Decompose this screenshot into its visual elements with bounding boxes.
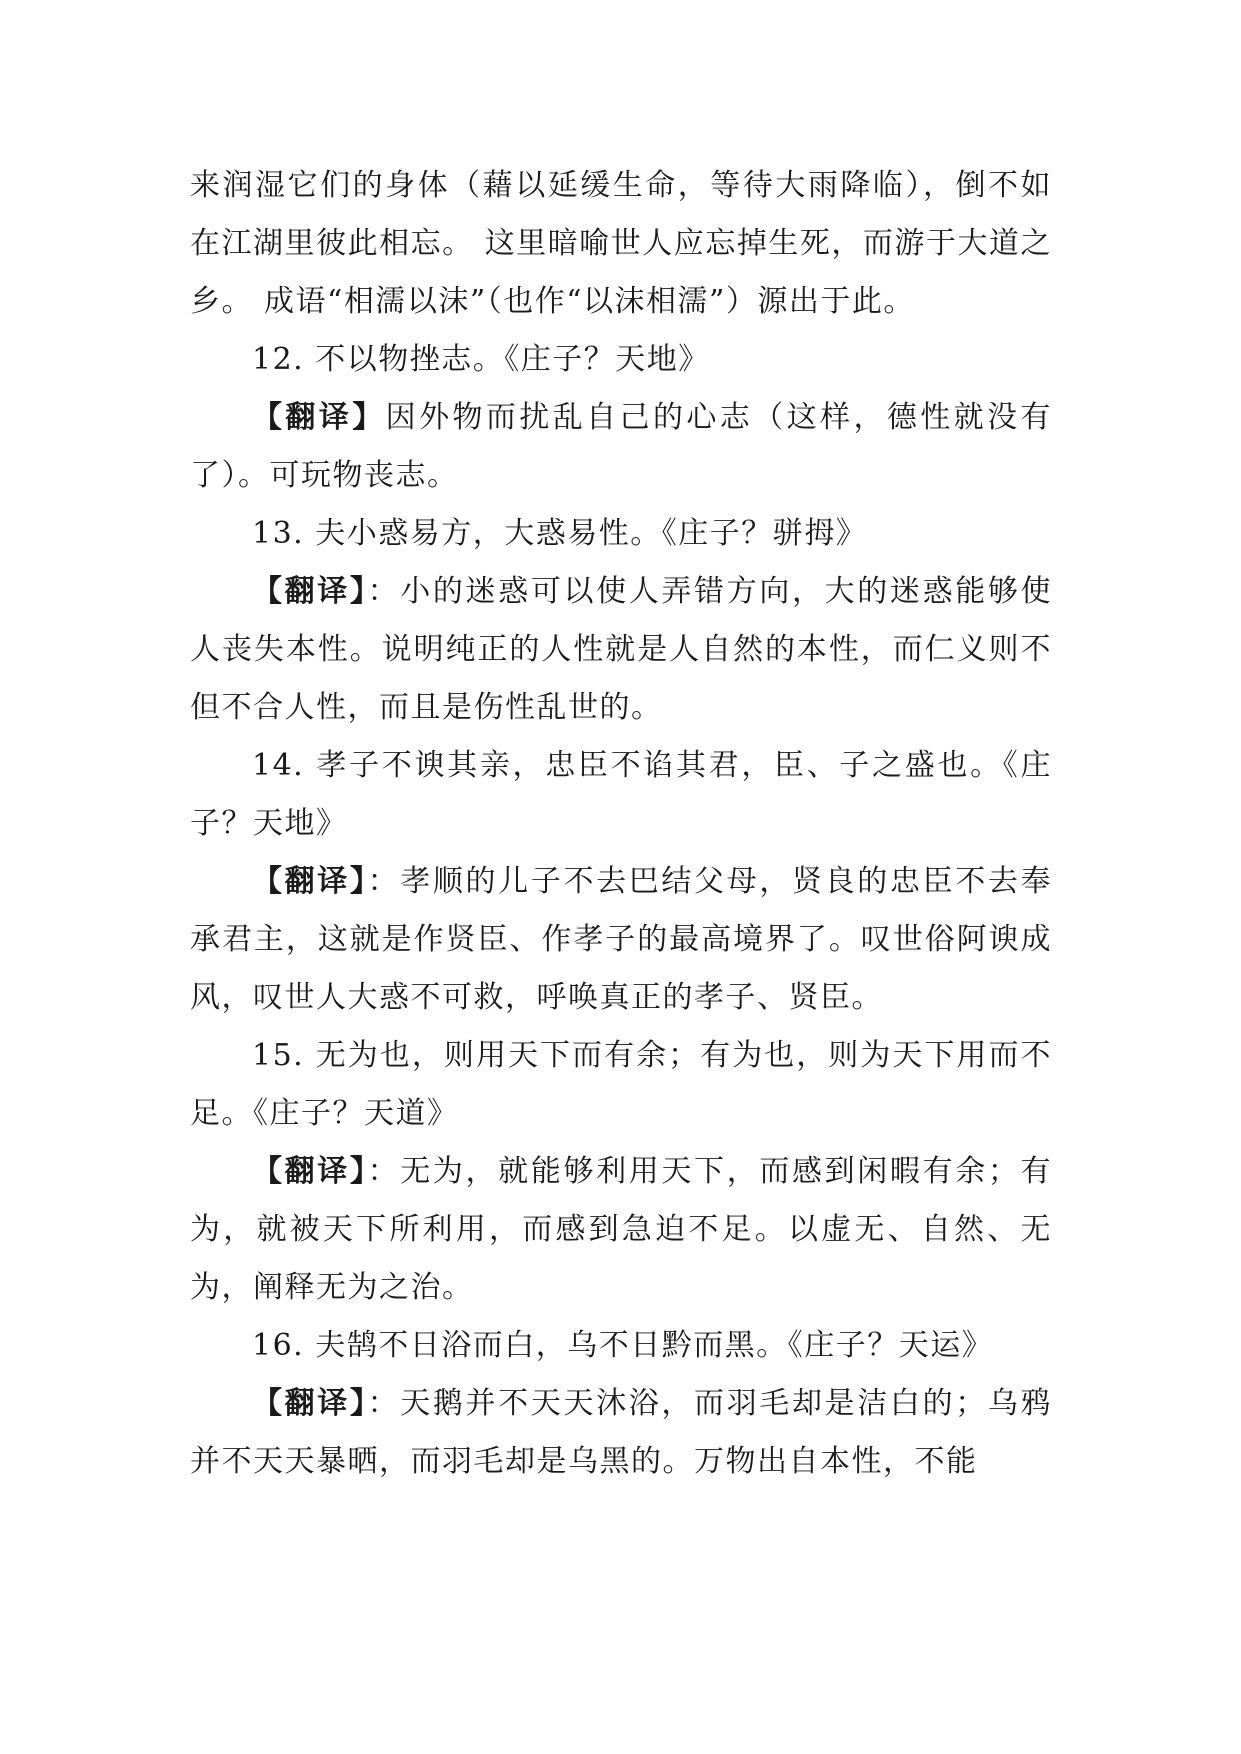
translation-label: 【翻译】: [252, 1154, 368, 1189]
translation-16: 【翻译】：天鹅并不天天沐浴，而羽毛却是洁白的；乌鸦并不天天暴晒，而羽毛却是乌黑的。万物出自本性，不能: [190, 1386, 1053, 1479]
translation-15: 【翻译】：无为，就能够利用天下，而感到闲暇有余；有为，就被天下所利用，而感到急迫不足。以虚无、自然、无为，阐释无为之治。: [190, 1154, 1053, 1305]
quote-15: 15. 无为也，则用天下而有余；有为也，则为天下用而不足。《庄子？天道》: [190, 1038, 1052, 1131]
translation-label: 【翻译】: [252, 400, 386, 435]
translation-12: 【翻译】因外物而扰乱自己的心志（这样，德性就没有了）。可玩物丧志。: [190, 400, 1053, 493]
document-page: [190, 157, 1052, 1491]
translation-label: 【翻译】: [252, 574, 368, 609]
quote-16: 16. 夫鹄不日浴而白，乌不日黔而黑。《庄子？天运》: [252, 1328, 994, 1363]
quote-13: 13. 夫小惑易方，大惑易性。《庄子？骈拇》: [252, 516, 868, 551]
quote-12: 12. 不以物挫志。《庄子？天地》: [252, 342, 710, 377]
translation-14: 【翻译】：孝顺的儿子不去巴结父母，贤良的忠臣不去奉承君主，这就是作贤臣、作孝子的最高境界了。叹世俗阿谀成风，叹世人大惑不可救，呼唤真正的孝子、贤臣。: [190, 864, 1053, 1015]
paragraph-continuation-11: 来润湿它们的身体（藉以延缓生命，等待大雨降临），倒不如在江湖里彼此相忘。 这里暗喻世人应忘掉生死，而游于大道之乡。 成语“相濡以沫”（也作“以沫相濡”）源出于此。: [190, 168, 1052, 319]
translation-label: 【翻译】: [252, 864, 368, 899]
quote-14: 14. 孝子不谀其亲，忠臣不谄其君，臣、子之盛也。《庄子？天地》: [190, 748, 1052, 841]
translation-label: 【翻译】: [252, 1386, 368, 1421]
translation-13: 【翻译】：小的迷惑可以使人弄错方向，大的迷惑能够使人丧失本性。说明纯正的人性就是人自然的本性，而仁义则不但不合人性，而且是伤性乱世的。: [190, 574, 1053, 725]
